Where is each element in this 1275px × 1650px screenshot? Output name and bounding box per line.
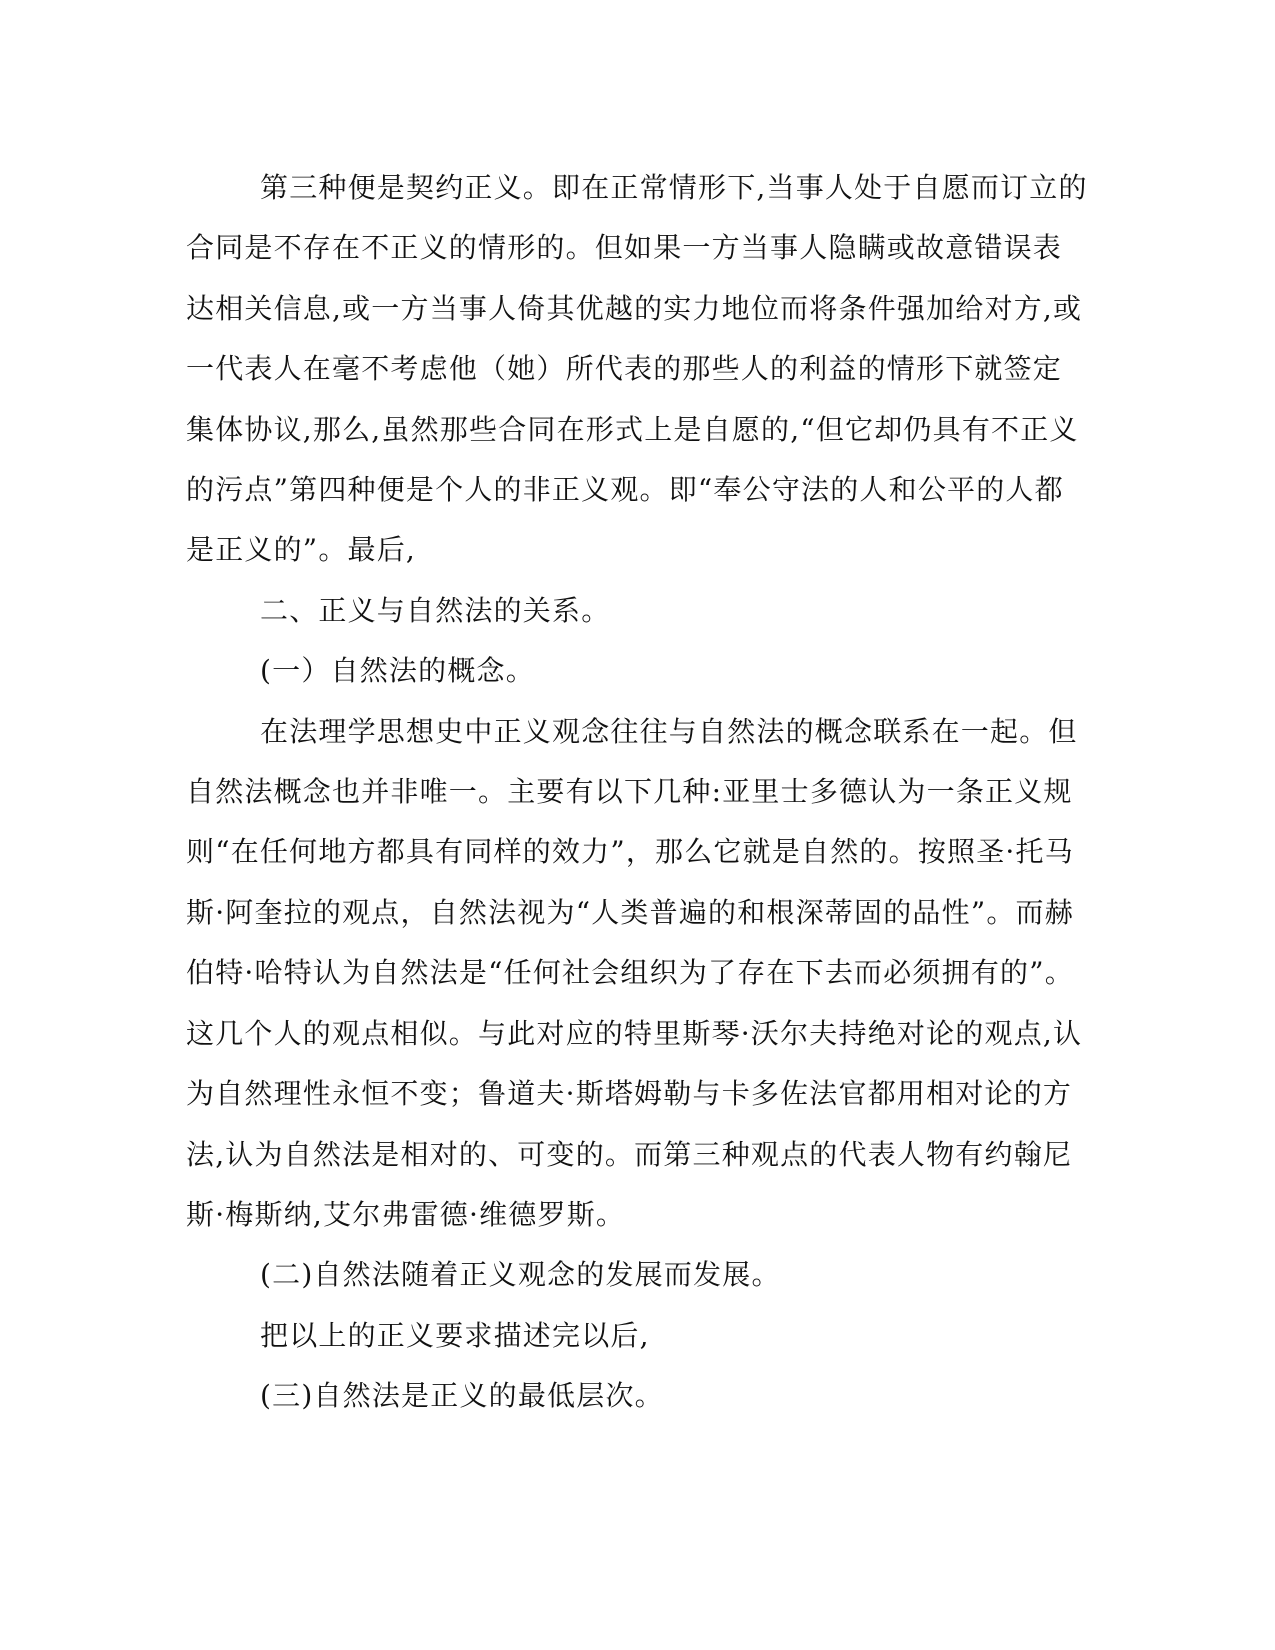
paragraph-natural-law-concept [186,702,1083,1246]
text-line: 伯特·哈特认为自然法是“任何社会组织为了存在下去而必须拥有的”。 [186,956,1074,990]
text-line: 二、正义与自然法的关系。 [260,593,611,627]
text-line: 则“在任何地方都具有同样的效力”，那么它就是自然的。按照圣·托马 [186,835,1074,869]
text-line: 自然法概念也并非唯一。主要有以下几种:亚里士多德认为一条正义规 [186,775,1073,809]
text-line: 一代表人在毫不考虑他（她）所代表的那些人的利益的情形下就签定 [186,352,1063,386]
text-line: 为自然理性永恒不变；鲁道夫·斯塔姆勒与卡多佐法官都用相对论的方 [186,1077,1073,1111]
section-heading [186,581,1066,641]
text-line: 合同是不存在不正义的情形的。但如果一方当事人隐瞒或故意错误表 [186,231,1063,265]
text-line: 集体协议,那么,虽然那些合同在形式上是自愿的,“但它却仍具有不正义 [186,412,1079,446]
subsection-heading-1 [186,641,1066,701]
text-line: 这几个人的观点相似。与此对应的特里斯琴·沃尔夫持绝对论的观点,认 [186,1016,1083,1050]
text-line: 的污点”第四种便是个人的非正义观。即“奉公守法的人和公平的人都 [186,473,1064,507]
text-line: 斯·阿奎拉的观点，自然法视为“人类普遍的和根深蒂固的品性”。而赫 [186,895,1074,929]
text-line: 在法理学思想史中正义观念往往与自然法的概念联系在一起。但 [260,714,1078,748]
text-line: 把以上的正义要求描述完以后, [260,1318,650,1352]
text-line: 是正义的”。最后, [186,533,417,567]
text-line: 达相关信息,或一方当事人倚其优越的实力地位而将条件强加给对方,或 [186,291,1083,325]
paragraph-transition [186,1306,1066,1366]
text-line: 第三种便是契约正义。即在正常情形下,当事人处于自愿而订立的 [260,171,1088,204]
document-body [186,158,1088,1427]
text-line: (一）自然法的概念。 [260,654,535,688]
subsection-heading-2 [186,1245,1066,1305]
paragraph-contract-justice [186,158,1088,581]
text-line: (二)自然法随着正义观念的发展而发展。 [260,1258,781,1292]
text-line: 斯·梅斯纳,艾尔弗雷德·维德罗斯。 [186,1197,626,1231]
text-line: 法,认为自然法是相对的、可变的。而第三种观点的代表人物有约翰尼 [186,1137,1073,1171]
text-line: (三)自然法是正义的最低层次。 [260,1379,664,1413]
subsection-heading-3 [186,1366,1066,1426]
